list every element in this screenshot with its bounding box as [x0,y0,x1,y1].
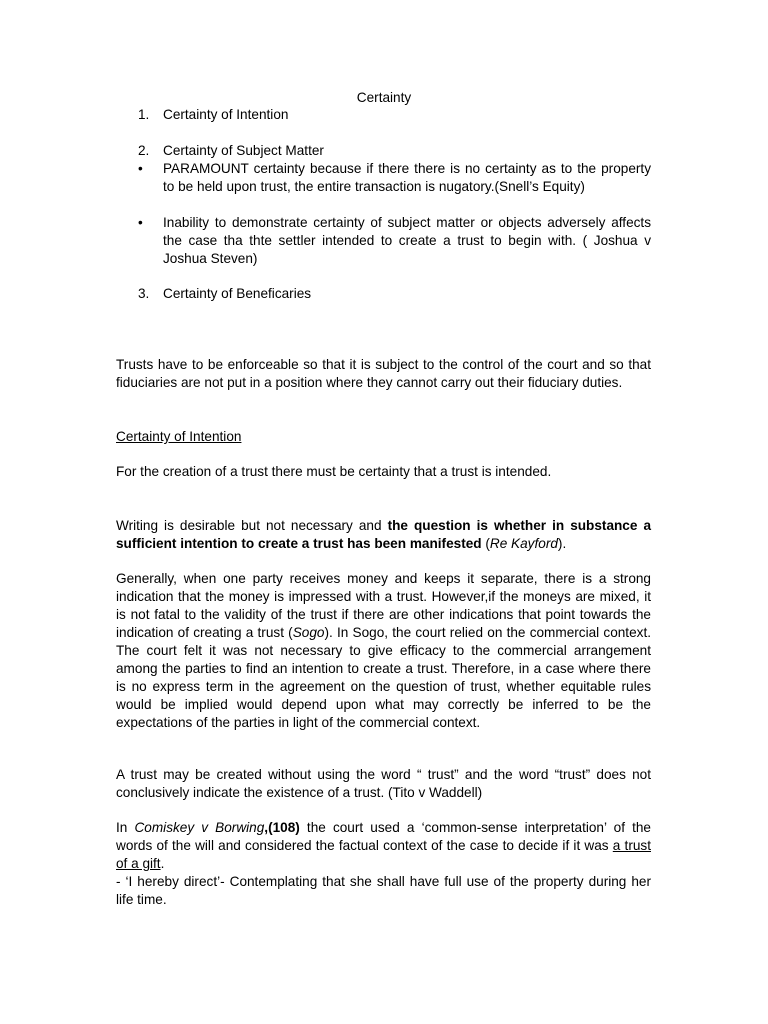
case-name: Re Kayford [489,536,558,551]
bullet-item-text: PARAMOUNT certainty because if there there is no certainty as to the property to be held upon trust, the entire transaction is nugatory.(Snell’s Equity) [163,161,651,194]
text-run: In [116,820,135,835]
list-marker: 3. [138,286,150,301]
case-name: Sogo [292,625,325,640]
list-marker: 2. [138,143,150,158]
text-run: Generally, when one party receives money and keeps it separate, there is a strong indication that the money is impressed with a trust. However,if the moneys are mixed, it is not fatal to the validity of the trust if there are other indications that point towards the indication of creating a trust ( [116,571,651,640]
bullet-item-paramount-certainty [116,160,651,196]
paragraph-hereby-direct: - ‘I hereby direct’- Contemplating that she shall have full use of the property during her life time. [116,874,651,907]
underlined-text: a trust of a gift [116,838,651,871]
paragraph-comiskey [116,819,651,873]
text-run: Writing is desirable but not necessary and [116,518,388,533]
bullet-marker: • [138,161,143,176]
bold-text: ,(108) [264,820,300,835]
text-run: ). In Sogo, the court relied on the commercial context. The court felt it was not necessary to give efficacy to the commercial arrangement among the parties to find an intention to create a trust. Therefore, in a case where there is no express term in the agreement on the question of trust, whether equitable rules would be implied would depend upon what may correctly be inferred to be the expectations of the parties in light of the commercial context. [116,625,651,730]
bullet-item-text: Inability to demonstrate certainty of subject matter or objects adversely affects the case tha thte settler intended to create a trust to begin with. ( Joshua v Joshua Steven) [163,215,651,266]
text-run: ( [481,536,490,551]
page-title: Certainty [356,90,412,105]
list-item-certainty-of-beneficiaries [116,285,651,303]
text-run: ). [557,536,567,551]
text-run: . [160,856,165,871]
paragraph-generally [116,570,651,732]
bullet-marker: • [138,215,143,230]
bullet-item-inability [116,214,651,268]
list-item-text: Certainty of Subject Matter [163,143,324,158]
section-heading-certainty-of-intention: Certainty of Intention [116,429,242,444]
bold-text: the question is whether in substance a sufficient intention to create a trust has been manifested [116,518,652,551]
list-item-certainty-of-intention [116,106,651,124]
case-name: Comiskey v Borwing [134,820,265,835]
list-item-text: Certainty of Intention [163,107,289,122]
text-run: the court used a ‘common-sense interpretation’ of the words of the will and considered the factual context of the case to decide if it was [116,820,651,853]
list-item-text: Certainty of Beneficaries [163,286,312,301]
list-item-certainty-of-subject-matter [116,142,651,160]
list-marker: 1. [138,107,150,122]
paragraph-enforceable: Trusts have to be enforceable so that it is subject to the control of the court and so that fiduciaries are not put in a position where they cannot carry out their fiduciary duties. [116,357,651,390]
paragraph-writing [116,517,651,553]
paragraph-word-trust: A trust may be created without using the word “ trust” and the word “trust” does not conclusively indicate the existence of a trust. (Tito v Waddell) [116,767,651,800]
paragraph-creation: For the creation of a trust there must be certainty that a trust is intended. [116,464,552,479]
